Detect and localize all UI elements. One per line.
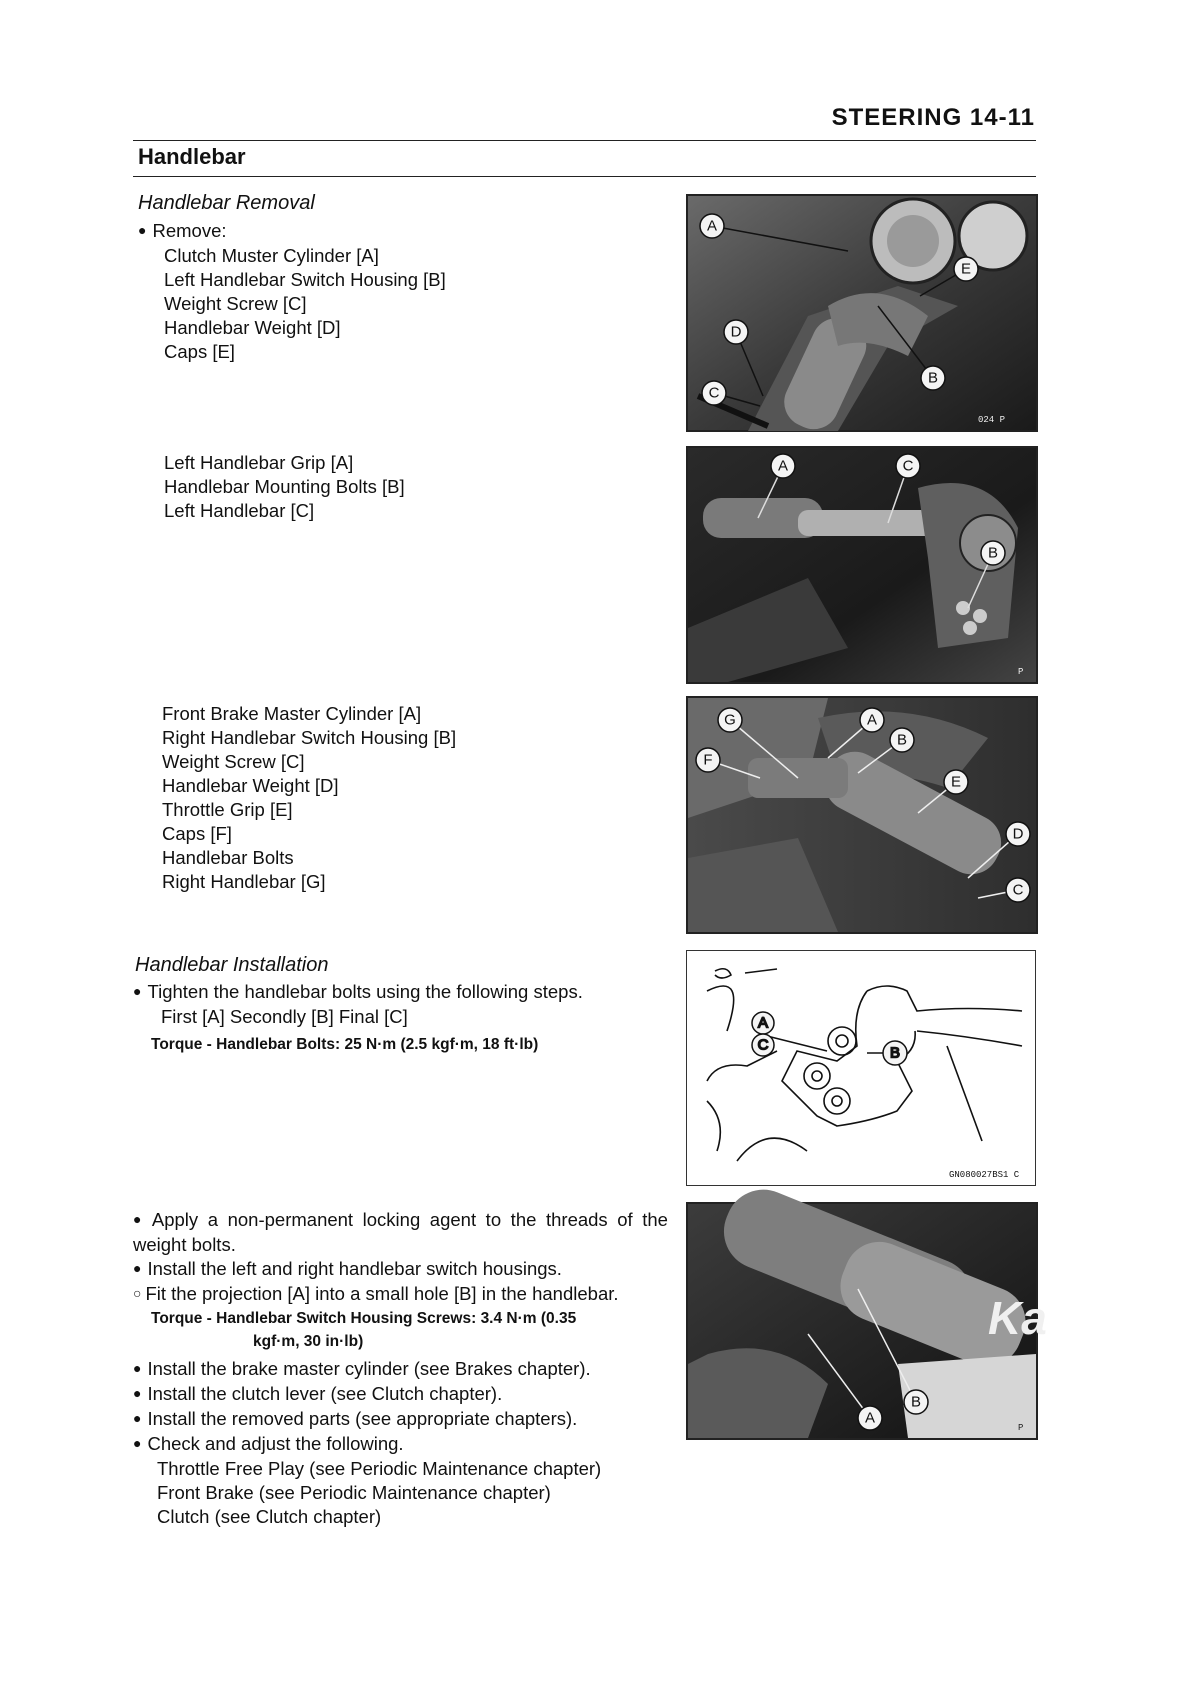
install-step: [133, 1357, 668, 1382]
install-step: [133, 1208, 668, 1257]
install-step-text: Install the brake master cylinder (see Brakes chapter).: [147, 1358, 591, 1379]
torque-spec: Torque - Handlebar Switch Housing Screws: 3.4 N·m (0.35: [151, 1310, 577, 1327]
install-note: [133, 1282, 668, 1307]
removal-list-2: [138, 451, 405, 523]
install-step-text: Install the clutch lever (see Clutch chapter).: [147, 1383, 503, 1404]
removal-title: Handlebar Removal: [138, 192, 315, 214]
removal-list-1: [138, 219, 446, 364]
install-step: [133, 1407, 668, 1432]
fig3-label: A: [866, 711, 878, 729]
check-item: Throttle Free Play (see Periodic Maintenance chapter): [157, 1458, 602, 1479]
fig1-label: C: [708, 384, 720, 402]
fig2-label: B: [987, 544, 999, 562]
fig2-label: C: [902, 457, 914, 475]
installation-block-2: [133, 1208, 668, 1529]
figure-switch-housing-projection: [686, 1202, 1047, 1440]
fig1-label: D: [730, 323, 742, 341]
fig1-label: A: [706, 217, 718, 235]
fig5-logo-text: Ka: [988, 1292, 1047, 1344]
remove-item: Right Handlebar [G]: [162, 871, 326, 892]
fig2-label: A: [777, 457, 789, 475]
install-step: [133, 1382, 668, 1407]
remove-item: Caps [E]: [164, 341, 235, 362]
figure-right-handlebar-controls: [686, 696, 1038, 934]
fig3-label: D: [1012, 825, 1024, 843]
remove-item: Clutch Muster Cylinder [A]: [164, 245, 379, 266]
remove-item: Front Brake Master Cylinder [A]: [162, 703, 422, 724]
remove-item: Throttle Grip [E]: [162, 799, 293, 820]
remove-item: Weight Screw [C]: [162, 751, 305, 772]
install-step-text: Apply a non-permanent locking agent to the threads of the weight bolts.: [133, 1209, 668, 1255]
installation-block-1: [133, 980, 673, 1056]
figure-left-handlebar-controls: [686, 194, 1038, 432]
check-item: Front Brake (see Periodic Maintenance chapter): [157, 1482, 551, 1503]
fig2-code: P: [1018, 667, 1024, 677]
install-step-text: Install the removed parts (see appropriate chapters).: [147, 1408, 578, 1429]
check-item: Clutch (see Clutch chapter): [157, 1506, 382, 1527]
fig1-label: E: [960, 260, 972, 278]
fig5-code: P: [1018, 1423, 1024, 1433]
fig1-code: 024 P: [978, 415, 1006, 425]
removal-list-3: [136, 702, 456, 894]
remove-intro: ● Remove:: [138, 219, 446, 244]
install-step-text: Install the left and right handlebar switch housings.: [147, 1258, 562, 1279]
figure-bolt-tightening-diagram: [686, 950, 1036, 1186]
install-step: ● Tighten the handlebar bolts using the following steps.: [133, 980, 673, 1005]
remove-item: Caps [F]: [162, 823, 232, 844]
fig3-label: C: [1012, 881, 1024, 899]
install-step: [133, 1257, 668, 1282]
fig4-label: C: [757, 1036, 769, 1054]
remove-item: Handlebar Mounting Bolts [B]: [164, 476, 405, 497]
remove-item: Weight Screw [C]: [164, 293, 307, 314]
torque-spec: kgf·m, 30 in·lb): [253, 1333, 364, 1350]
figure-left-handlebar-mount: [686, 446, 1038, 684]
page-header: STEERING 14-11: [831, 104, 1035, 131]
fig3-label: G: [724, 711, 736, 729]
remove-item: Handlebar Weight [D]: [164, 317, 341, 338]
fig4-label: A: [757, 1014, 769, 1032]
remove-item: Left Handlebar Grip [A]: [164, 452, 354, 473]
remove-item: Handlebar Bolts: [162, 847, 294, 868]
remove-item: Left Handlebar Switch Housing [B]: [164, 269, 446, 290]
fig1-label: B: [927, 369, 939, 387]
fig3-label: E: [950, 773, 962, 791]
section-title: Handlebar: [138, 144, 246, 169]
remove-item: Handlebar Weight [D]: [162, 775, 339, 796]
header-rule: [133, 140, 1036, 141]
install-step: [133, 1432, 668, 1457]
fig4-code: GN080027BS1 C: [949, 1170, 1020, 1180]
install-step-text: Check and adjust the following.: [147, 1433, 404, 1454]
remove-item: Right Handlebar Switch Housing [B]: [162, 727, 457, 748]
section-rule: [133, 176, 1036, 177]
torque-spec: Torque - Handlebar Bolts: 25 N·m (2.5 kgf·m, 18 ft·lb): [151, 1036, 539, 1053]
fig5-label: A: [864, 1409, 876, 1427]
fig4-label: B: [889, 1044, 901, 1062]
install-note-text: Fit the projection [A] into a small hole [B] in the handlebar.: [145, 1283, 619, 1304]
fig3-label: F: [703, 751, 713, 769]
remove-item: Left Handlebar [C]: [164, 500, 315, 521]
fig5-label: B: [910, 1393, 922, 1411]
installation-title: Handlebar Installation: [135, 954, 329, 976]
install-step-detail: First [A] Secondly [B] Final [C]: [161, 1006, 408, 1027]
fig3-label: B: [896, 731, 908, 749]
